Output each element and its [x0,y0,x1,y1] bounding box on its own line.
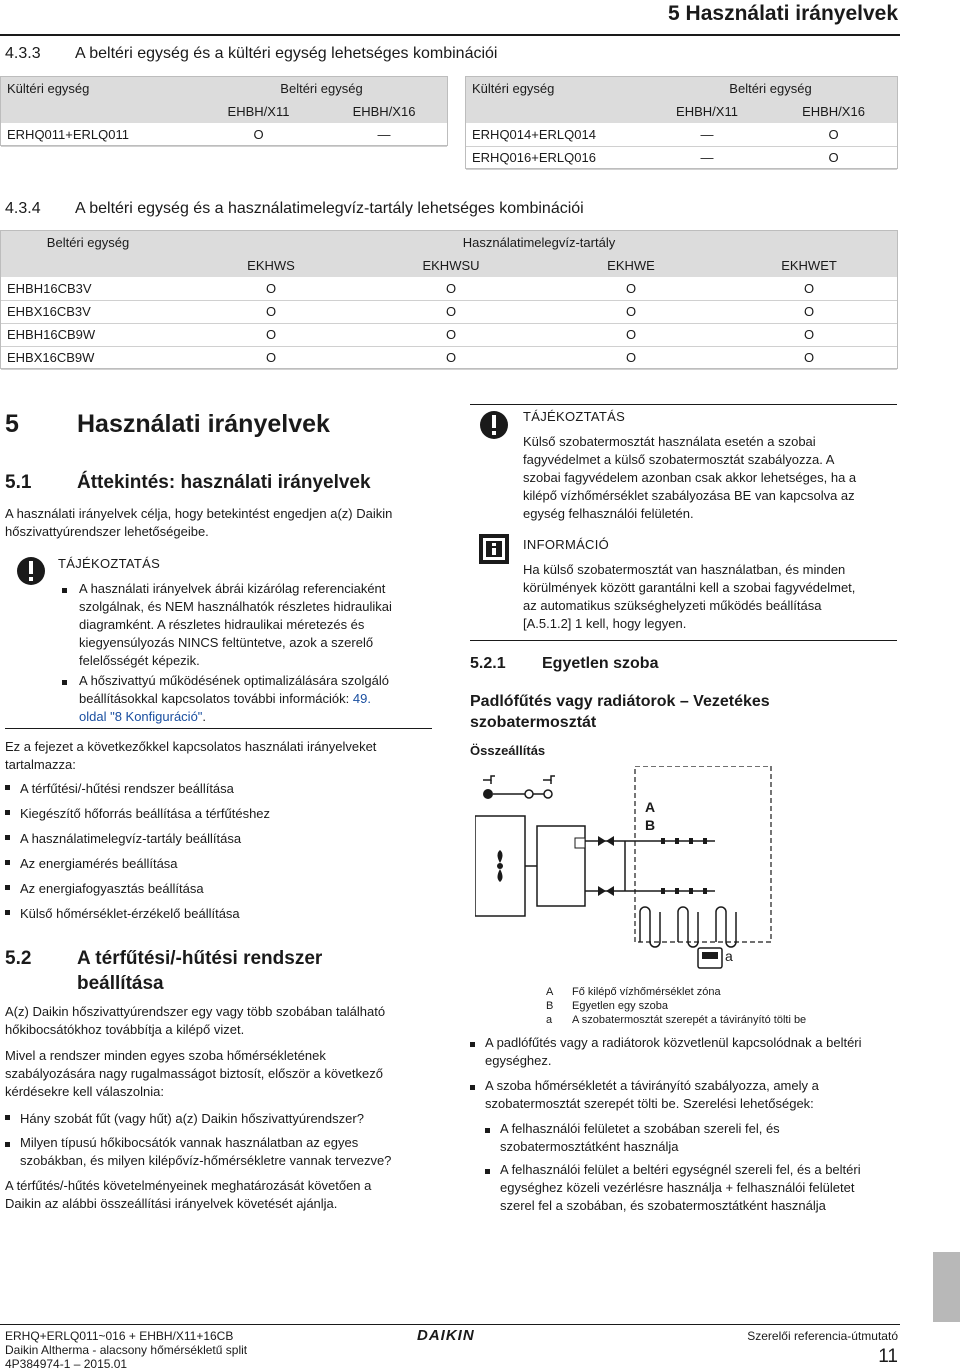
table-header-row [1,77,447,100]
text-line: diagramként. A részletes hidraulikai méretezés és [79,617,365,632]
header-col: EKHWS [247,258,295,273]
text-line: szobatermosztátként használja [500,1139,679,1154]
unit-cell: EHBX16CB3V [1,300,181,323]
value-cell: O [361,300,541,323]
chapter-heading [5,410,330,439]
header-col: EHBH/X11 [227,104,290,119]
text-line [79,708,425,726]
header-rule [0,34,900,36]
text-line: szerel fel a szobában, és szobatermosztátként használja [500,1198,826,1213]
legend-row [546,999,806,1013]
header-tank: Használatimelegvíz-tartály [462,235,616,250]
value-cell: O [541,346,721,369]
value-cell: O [770,146,897,169]
text-line: tartalmazza: [5,757,76,772]
circuit-dot [525,790,533,798]
info-label: INFORMÁCIÓ [523,537,610,552]
text-line: A használati irányelvek ábrái kizárólag referenciaként [79,581,386,596]
fan-icon [497,850,503,882]
legend-value: Fő kilépő vízhőmérséklet zóna [572,986,721,998]
list-item-text: A használatimelegvíz-tartály beállítása [20,831,242,846]
unit-cell: EHBX16CB9W [1,346,181,369]
value-cell: O [181,346,361,369]
header-outdoor: Kültéri egység [472,81,555,96]
intro-paragraph [5,505,430,541]
header-col: EHBH/X16 [352,104,416,119]
bullet-marker [5,1115,10,1120]
note-divider [5,728,432,729]
note-bottom-divider [470,640,897,641]
text-line: felelősségét képezik. [79,653,200,668]
text-line: A térfűtés/-hűtés követelményeinek meghatározását követően a [5,1178,372,1193]
table-header-row [466,100,897,123]
table-header-row [1,231,897,254]
section-number: 5.2 [5,948,32,969]
list-item [5,830,432,855]
text-line: körülmények között garantálni kell a szobai fagyvédelmet, [523,580,856,595]
label-B: B [645,817,656,833]
footer-doctype: Szerelői referencia-útmutató [747,1329,898,1343]
list-item [5,780,432,805]
value-cell: O [181,300,361,323]
zone-box [635,766,771,942]
section-4-3-3-heading [5,45,497,63]
table-row [1,300,897,323]
circuit-dot [483,789,493,799]
text-line: szolgálnak, és NEM használhatók részletes hidraulikai [79,599,392,614]
value-cell: O [770,123,897,146]
table-row [1,123,447,146]
list-item [470,1077,897,1113]
label-A: A [645,799,656,815]
section-title: A beltéri egység és a használatimelegvíz-tartály lehetséges kombinációi [75,200,584,217]
chapter-title: Használati irányelvek [77,410,330,438]
value-cell: — [644,123,770,146]
footer-docnum: 4P384974-1 – 2015.01 [5,1357,128,1371]
text-line: kérdésekre kell válaszolnia: [5,1084,164,1099]
value-cell: O [361,277,541,300]
section-title-line: beállítása [77,973,164,994]
diagram-legend [546,985,806,1027]
text-line: egységhez közeli vezérlésre használja + felhasználói felületet [500,1180,855,1195]
list-item-text: A térfűtési/-hűtési rendszer beállítása [20,781,234,796]
text-line: hőszivattyúrendszer lehetőségeibe. [5,524,209,539]
legend-value: Egyetlen egy szoba [572,1000,669,1012]
table-header-row [1,100,447,123]
text-line: A szoba hőmérsékletét a távirányító szabályozza, amely a [485,1078,819,1093]
list-item [5,905,432,930]
bullet-marker [5,785,10,790]
text-line: kilépő vízhőmérséklet szabályozása BE van kapcsolva az [523,488,855,503]
s52-paragraph-1 [5,1003,432,1039]
legend-key: a [546,1014,553,1026]
value-cell: O [541,323,721,346]
text-line: A felhasználói felületet a szobában szereli fel, és [500,1121,780,1136]
header-col: EKHWE [607,258,655,273]
tap-icon [543,776,555,784]
text-line: szobatermosztát szerepét tölti be. Szerelési lehetőségek: [485,1096,814,1111]
section-title: A beltéri egység és a kültéri egység lehetséges kombinációi [75,45,498,62]
list-item [5,855,432,880]
text-line: Milyen típusú hőkibocsátók vannak használatban az egyes [20,1135,359,1150]
running-title: 5 Használati irányelvek [668,2,898,25]
unit-cell: ERHQ016+ERLQ016 [466,146,644,169]
table-row [466,146,897,169]
unit-cell: EHBH16CB9W [1,323,181,346]
legend-row [546,1013,806,1027]
unit-cell: ERHQ011+ERLQ011 [1,123,196,146]
installation-diagram [475,766,775,980]
topic-list [5,780,432,930]
bullet-marker [470,1042,475,1047]
value-cell: O [541,300,721,323]
header-col: EHBH/X11 [676,104,738,119]
bullet-marker [5,810,10,815]
text-line: hőkibocsátókhoz továbbítja a kilépő vizet. [5,1022,245,1037]
legend-key: A [546,986,554,998]
section-title: Egyetlen szoba [542,655,659,672]
text-line: [A.5.1.2] 1 kell, hogy legyen. [523,616,687,631]
sub-list-item [485,1120,897,1156]
value-cell: O [721,300,897,323]
bullet-marker [485,1128,490,1133]
text-line: A padlófűtés vagy a radiátorok közvetlenül kapcsolódnak a beltéri [485,1035,862,1050]
text-line: Daikin az alábbi összeállítási irányelvek követését ajánlja. [5,1196,338,1211]
list-item-text: Külső hőmérséklet-érzékelő beállítása [20,906,240,921]
note-top-divider [470,404,897,405]
value-cell: — [321,123,447,146]
subsection-title [470,691,770,733]
text-line [79,690,425,708]
value-cell: O [541,277,721,300]
text-line: A felhasználói felület a beltéri egységnél szereli fel, és a beltéri [500,1162,861,1177]
text-line: az automatikus szükséghelyzeti működés beállítása [523,598,822,613]
note-label: TÁJÉKOZTATÁS [523,409,626,424]
text-line: fagyvédelmet a külső szobatermosztát szabályozza. A [523,452,835,467]
chapter-tab [933,1252,960,1322]
warning-icon [15,556,47,586]
table-row [1,346,897,369]
text-line: Mivel a rendszer minden egyes szoba hőmérsékletének [5,1048,326,1063]
header-col: EKHWSU [422,258,480,273]
section-title-line: A térfűtési/-hűtési rendszer [77,948,323,969]
s52-paragraph-3 [5,1177,432,1213]
value-cell: O [721,346,897,369]
value-cell: O [196,123,321,146]
text-line: Padlófűtés vagy radiátorok – Vezetékes [470,693,770,710]
text-line: Ha külső szobatermosztát van használatban, és minden [523,562,846,577]
header-indoor: Beltéri egység [729,81,812,96]
page-link[interactable]: 49. [352,691,371,706]
section-5-2-heading [5,946,322,996]
table-row [1,323,897,346]
list-item [5,880,432,905]
page-number: 11 [878,1346,898,1367]
section-number: 4.3.4 [5,200,41,217]
text-span: . [202,709,207,724]
label-a: a [725,948,733,964]
section-4-3-4-heading [5,200,584,218]
section-title: Áttekintés: használati irányelvek [77,472,371,493]
value-cell: O [181,277,361,300]
table-row [466,123,897,146]
section-5-1-heading [5,472,371,494]
text-span: beállításokkal kapcsolatos további információk: [79,691,350,706]
legend-key: B [546,1000,554,1012]
question-item [5,1134,432,1170]
section-number: 4.3.3 [5,45,41,62]
legend-value: A szobatermosztát szerepét a távirányító tölti be [572,1014,807,1026]
s52-paragraph-2 [5,1047,432,1101]
brand-logo: DAIKIN [417,1327,475,1344]
info-text [523,561,891,633]
control-icon [575,838,585,848]
text-line: egység felhasználói felületén. [523,506,694,521]
bullet-marker [485,1169,490,1174]
thermostat-display [702,952,718,959]
valve-icon [598,836,614,896]
bullet-marker [5,1142,10,1147]
value-cell: O [361,323,541,346]
header-col: EKHWET [781,258,837,273]
note-label: TÁJÉKOZTATÁS [58,556,161,571]
text-line: A használati irányelvek célja, hogy betekintést engedjen a(z) Daikin [5,506,393,521]
text-line: szobákban, és milyen kilépővíz-hőmérsékletre vannak tervezve? [20,1153,392,1168]
note-text [523,433,891,523]
table-row [1,277,897,300]
list-item-text: Kiegészítő hőforrás beállítása a térfűtéshez [20,806,271,821]
tap-icon [483,776,495,784]
bullet-marker [5,885,10,890]
bullet-marker [62,588,67,593]
footer-product: Daikin Altherma - alacsony hőmérsékletű split [5,1343,248,1357]
section-number: 5.1 [5,472,32,493]
section-number: 5.2.1 [470,655,506,672]
header-outdoor: Kültéri egység [7,81,90,96]
footer-rule [0,1324,900,1325]
note-bullet [62,580,425,670]
text-line: A(z) Daikin hőszivattyúrendszer egy vagy több szobában található [5,1004,386,1019]
circuit-dot [544,790,552,798]
tank-table [1,231,897,370]
unit-cell: EHBH16CB3V [1,277,181,300]
value-cell: O [361,346,541,369]
combo-table-right [466,77,897,170]
unit-cell: ERHQ014+ERLQ014 [466,123,644,146]
header-col: EHBH/X16 [802,104,865,119]
value-cell: O [721,277,897,300]
list-item-text: Hány szobát fűt (vagy hűt) a(z) Daikin hőszivattyúrendszer? [20,1111,364,1126]
list-item-text: Az energiafogyasztás beállítása [20,881,204,896]
assembly-label: Összeállítás [470,743,546,758]
bullet-marker [5,860,10,865]
text-line: Külső szobatermosztát használata esetén a szobai [523,434,816,449]
header-indoor: Beltéri egység [46,235,130,250]
warning-icon [478,410,510,440]
header-indoor: Beltéri egység [280,81,363,96]
bullet-marker [470,1085,475,1090]
question-item [5,1110,432,1128]
text-line: A hőszivattyú működésének optimalizálására szolgáló [79,673,390,688]
note-bullet [62,672,425,726]
bullet-marker [5,835,10,840]
text-line: szobatermosztát [470,714,597,731]
text-line: szobai fagyvédelem azonban csak akkor lehetséges, ha a [523,470,857,485]
list-item-text: Az energiamérés beállítása [20,856,178,871]
legend-row [546,985,806,999]
value-cell: O [181,323,361,346]
bullet-marker [62,680,67,685]
chapter-intro [5,738,432,774]
list-item [5,805,432,830]
value-cell: — [644,146,770,169]
sub-list-item [485,1161,897,1215]
text-line: Ez a fejezet a következőkkel kapcsolatos használati irányelveket [5,739,377,754]
combo-table-left [1,77,447,147]
value-cell: O [721,323,897,346]
list-item [470,1034,897,1070]
chapter-number: 5 [5,410,19,438]
table-header-row [466,77,897,100]
info-icon [478,533,510,565]
text-line: egységhez. [485,1053,552,1068]
section-5-2-1-heading [470,655,658,673]
footer-model: ERHQ+ERLQ011~016 + EHBH/X11+16CB [5,1329,234,1343]
footer-left [5,1329,247,1371]
text-line: szabályozására nagy rugalmasságot biztosít, először a következő [5,1066,383,1081]
text-line: kiegyensúlyozás NINCS feltüntetve, azok a szerelő [79,635,374,650]
table-header-row [1,254,897,277]
bullet-marker [5,910,10,915]
config-link[interactable]: oldal "8 Konfiguráció" [79,709,203,724]
